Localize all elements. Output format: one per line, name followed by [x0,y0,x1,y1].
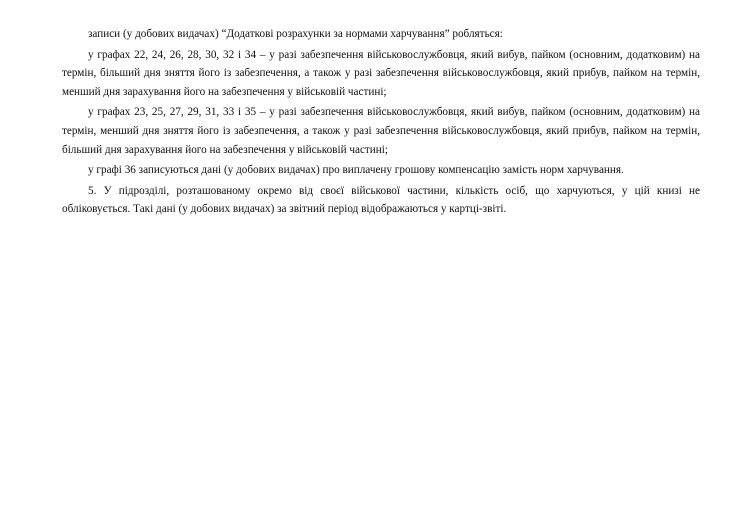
paragraph-odd-columns: у графах 23, 25, 27, 29, 31, 33 і 35 – у разі забезпечення військовослужбовця, який вибув, пайком (основним, додатковим) на термін, менший дня зняття його із забезпечення, а також у разі забезпечення військовослужбовця, який прибув, пайком на термін, більший дня зарахування його на забезпечення у військовій частині; [62,106,700,156]
paragraph-section-5: 5. У підрозділі, розташованому окремо від своєї військової частини, кількість осіб, що харчуються, у цій книзі не обліковується. Такі дані (у добових видачах) за звітний період відображаються у картці-звіті. [62,184,700,216]
document-body [62,25,700,221]
paragraph-meal-records-intro: записи (у добових видачах) “Додаткові розрахунки за нормами харчування” робляться: [88,28,503,40]
paragraph-column-36: у графі 36 записуються дані (у добових видачах) про виплачену грошову компенсацію замість норм харчування. [88,164,624,177]
paragraph-even-columns: у графах 22, 24, 26, 28, 30, 32 і 34 – у разі забезпечення військовослужбовця, який вибув, пайком (основним, додатковим) на термін, більший дня зняття його із забезпечення, а також у разі забезпечення військовослужбовця, який прибув, пайком на термін, менший дня зарахування його на забезпечення у військовій частині; [62,48,700,98]
